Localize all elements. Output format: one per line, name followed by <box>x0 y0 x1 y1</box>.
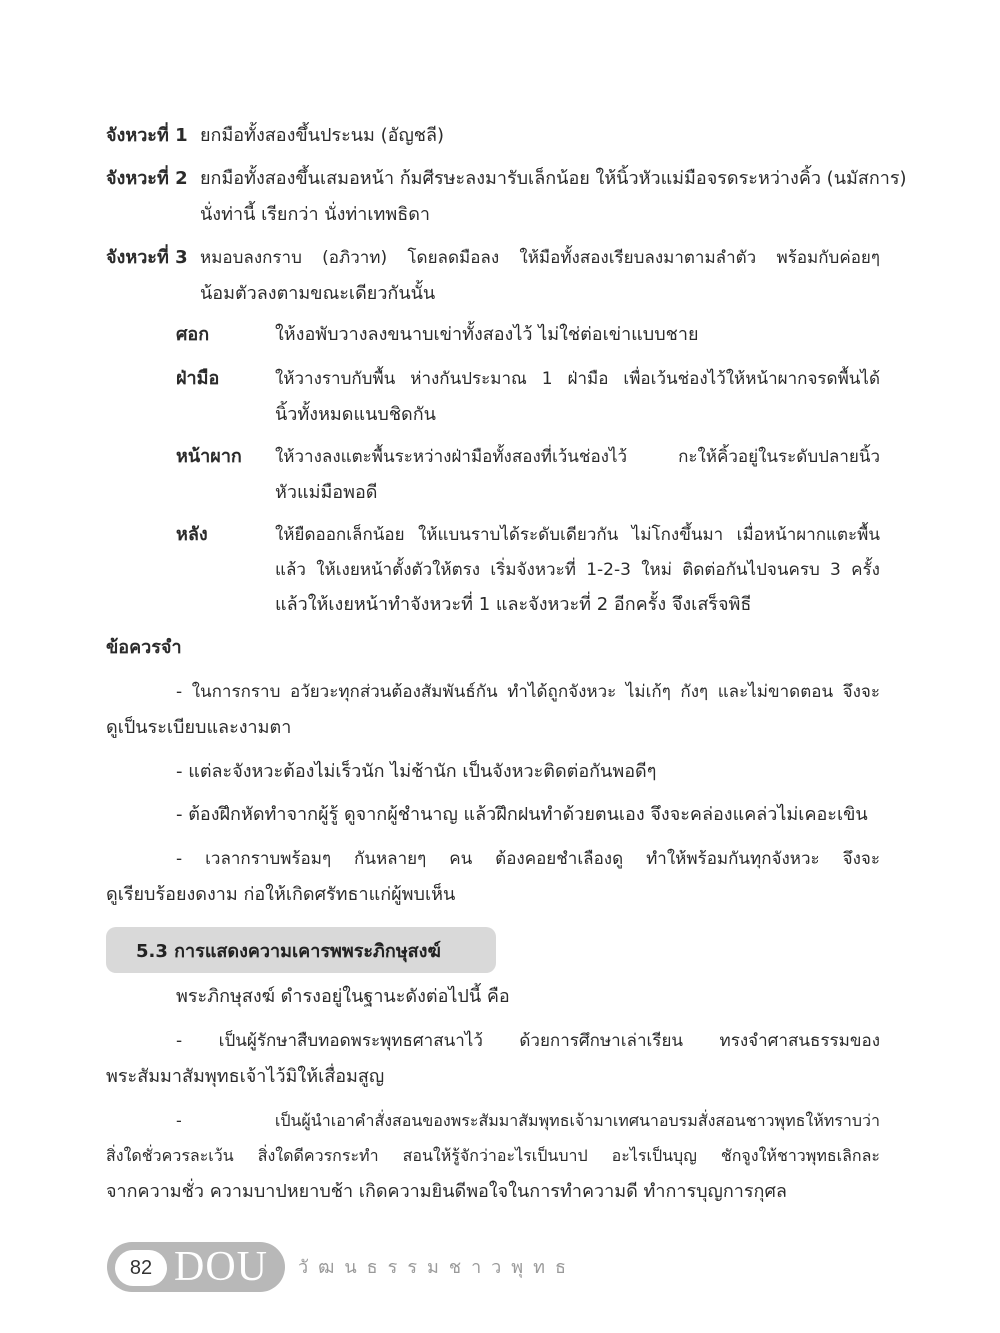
book-title: วัฒนธรรมชาวพุทธ <box>298 1257 577 1278</box>
step-1-label: จังหวะที่ 1 <box>106 125 188 146</box>
section-item-2-line-1: - เป็นผู้นำเอาคำสั่งสอนของพระสัมมาสัมพุทธเจ้ามาเทศนาอบรมสั่งสอนชาวพุทธให้ทราบว่า <box>176 1111 880 1130</box>
step-2-text-line-2: นั่งท่านี้ เรียกว่า นั่งท่าเทพธิดา <box>200 204 431 225</box>
term-forehead-label: หน้าผาก <box>176 446 242 467</box>
step-3-text-line-2: น้อมตัวลงตามขณะเดียวกันนั้น <box>200 283 436 304</box>
term-back-text-line-2: แล้ว ให้เงยหน้าตั้งตัวให้ตรง เริ่มจังหวะที่ 1-2-3 ใหม่ ติดต่อกันไปจนครบ 3 ครั้ง <box>275 560 880 580</box>
step-1-text: ยกมือทั้งสองขึ้นประนม (อัญชลี) <box>200 125 445 146</box>
step-3-text-line-1: หมอบลงกราบ (อภิวาท) โดยลดมือลง ให้มือทั้งสองเรียบลงมาตามลำตัว พร้อมกับค่อยๆ <box>200 248 880 268</box>
term-elbow-label: ศอก <box>176 324 210 345</box>
term-forehead-text-line-2: หัวแม่มือพอดี <box>275 482 378 503</box>
term-back-text-line-1: ให้ยืดออกเล็กน้อย ให้แบนราบได้ระดับเดียวกัน ไม่โกงขึ้นมา เมื่อหน้าผากแตะพื้น <box>275 525 880 545</box>
section-item-1-line-2: พระสัมมาสัมพุทธเจ้าไว้มิให้เสื่อมสูญ <box>106 1066 385 1087</box>
remember-item-4-line-1: - เวลากราบพร้อมๆ กันหลายๆ คน ต้องคอยชำเลืองดู ทำให้พร้อมกันทุกจังหวะ จึงจะ <box>176 849 880 869</box>
remember-heading: ข้อควรจำ <box>106 637 182 658</box>
page-number: 82 <box>115 1250 167 1286</box>
section-item-1-line-1: - เป็นผู้รักษาสืบทอดพระพุทธศาสนาไว้ ด้วยการศึกษาเล่าเรียน ทรงจำศาสนธรรมของ <box>176 1031 880 1051</box>
term-elbow-text: ให้งอพับวางลงขนาบเข่าทั้งสองไว้ ไม่ใช่ต่อเข่าแบบชาย <box>275 324 699 345</box>
remember-item-2: - แต่ละจังหวะต้องไม่เร็วนัก ไม่ช้านัก เป็นจังหวะติดต่อกันพอดีๆ <box>176 761 657 782</box>
term-palm-text-line-2: นิ้วทั้งหมดแนบชิดกัน <box>275 404 436 425</box>
term-back-label: หลัง <box>176 524 208 545</box>
term-palm-text-line-1: ให้วางราบกับพื้น ห่างกันประมาณ 1 ฝ่ามือ เพื่อเว้นช่องไว้ให้หน้าผากจรดพื้นได้ <box>275 369 880 389</box>
section-item-2-line-2: สิ่งใดชั่วควรละเว้น สิ่งใดดีควรกระทำ สอนให้รู้จักว่าอะไรเป็นบาป อะไรเป็นบุญ ชักจูงให้ชาวพุทธเลิกละ <box>106 1146 880 1165</box>
step-2-text-line-1: ยกมือทั้งสองขึ้นเสมอหน้า ก้มศีรษะลงมารับเล็กน้อย ให้นิ้วหัวแม่มือจรดระหว่างคิ้ว (นมัสการ) <box>200 168 907 189</box>
term-forehead-text-line-1: ให้วางลงแตะพื้นระหว่างฝ่ามือทั้งสองที่เว้นช่องไว้ กะให้คิ้วอยู่ในระดับปลายนิ้ว <box>275 447 880 467</box>
section-title: 5.3 การแสดงความเคารพพระภิกษุสงฆ์ <box>136 941 441 962</box>
remember-item-1-line-1: - ในการกราบ อวัยวะทุกส่วนต้องสัมพันธ์กัน ทำได้ถูกจังหวะ ไม่เก้ๆ กังๆ และไม่ขาดตอน จึงจะ <box>176 682 880 702</box>
term-back-text-line-3: แล้วให้เงยหน้าทำจังหวะที่ 1 และจังหวะที่ 2 อีกครั้ง จึงเสร็จพิธี <box>275 594 752 615</box>
remember-item-3: - ต้องฝึกหัดทำจากผู้รู้ ดูจากผู้ชำนาญ แล้วฝึกฝนทำด้วยตนเอง จึงจะคล่องแคล่วไม่เคอะเขิน <box>176 804 868 825</box>
dou-logo: DOU <box>174 1244 268 1290</box>
remember-item-4-line-2: ดูเรียบร้อยงดงาม ก่อให้เกิดศรัทธาแก่ผู้พบเห็น <box>106 884 456 905</box>
section-item-2-line-3: จากความชั่ว ความบาปหยาบช้า เกิดความยินดีพอใจในการทำความดี ทำการบุญการกุศล <box>106 1181 787 1202</box>
section-intro: พระภิกษุสงฆ์ ดำรงอยู่ในฐานะดังต่อไปนี้ คือ <box>176 986 510 1007</box>
term-palm-label: ฝ่ามือ <box>176 368 220 389</box>
step-2-label: จังหวะที่ 2 <box>106 168 188 189</box>
remember-item-1-line-2: ดูเป็นระเบียบและงามตา <box>106 717 292 738</box>
step-3-label: จังหวะที่ 3 <box>106 247 188 268</box>
